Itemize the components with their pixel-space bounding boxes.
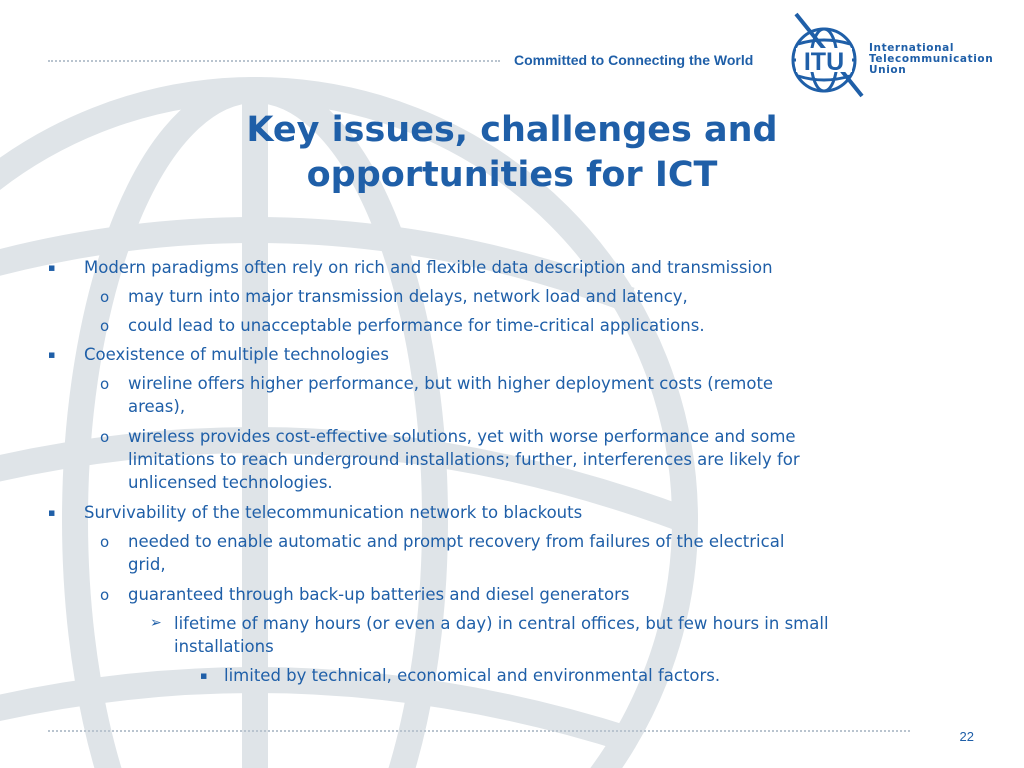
bullet-item-level-2 [100, 285, 968, 308]
square-bullet-icon: ▪ [48, 506, 56, 519]
bullet-text-line: Modern paradigms often rely on rich and flexible data description and transmission [84, 258, 773, 277]
bullet-text-line: wireless provides cost-effective solutions, yet with worse performance and some [128, 427, 796, 446]
slide-title-line: opportunities for ICT [306, 155, 718, 195]
bullet-text-line: needed to enable automatic and prompt recovery from failures of the electrical [128, 532, 785, 551]
bullet-text-line: limited by technical, economical and environmental factors. [224, 666, 721, 685]
bullet-text-line: guaranteed through back-up batteries and diesel generators [128, 585, 630, 604]
bullet-item-level-4 [200, 664, 984, 687]
bullet-item-level-1 [48, 343, 964, 366]
circle-bullet-icon: o [100, 428, 110, 446]
footer-dotted-rule [48, 730, 910, 732]
org-name-line: International [869, 42, 955, 54]
bullet-text-line: could lead to unacceptable performance for time-critical applications. [128, 316, 705, 335]
square-bullet-icon: ▪ [48, 348, 56, 361]
bullet-item-level-1 [48, 256, 964, 279]
org-name-line: Telecommunication [869, 53, 994, 65]
bullet-text-line: installations [174, 637, 274, 656]
bullet-item-level-1 [48, 501, 964, 524]
bullet-item-level-2 [100, 583, 968, 606]
circle-bullet-icon: o [100, 317, 110, 335]
bullet-text-line: may turn into major transmission delays, network load and latency, [128, 287, 688, 306]
bullet-text-line: wireline offers higher performance, but with higher deployment costs (remote [128, 374, 774, 393]
bullet-text-line: lifetime of many hours (or even a day) in central offices, but few hours in small [174, 614, 829, 633]
arrow-bullet-icon: ➢ [150, 615, 162, 631]
bullet-item-level-2 [100, 530, 968, 576]
bullet-text-line: unlicensed technologies. [128, 473, 333, 492]
itu-logo-text: ITU [803, 48, 845, 76]
circle-bullet-icon: o [100, 375, 110, 393]
org-name-line: Union [869, 64, 907, 76]
header-dotted-rule [48, 60, 500, 62]
slide-title-line: Key issues, challenges and [246, 110, 778, 150]
page-number: 22 [959, 729, 974, 744]
bullet-item-level-2 [100, 372, 968, 418]
bullet-item-level-2 [100, 425, 968, 494]
bullet-item-level-2 [100, 314, 968, 337]
circle-bullet-icon: o [100, 533, 110, 551]
square-bullet-icon: ▪ [48, 261, 56, 274]
slide-title [0, 108, 1024, 198]
bullet-text-line: limitations to reach underground installations; further, interferences are likely for [128, 450, 800, 469]
circle-bullet-icon: o [100, 586, 110, 604]
organization-name [869, 43, 993, 76]
circle-bullet-icon: o [100, 288, 110, 306]
bullet-text-line: grid, [128, 555, 166, 574]
small-square-bullet-icon: ▪ [200, 669, 208, 682]
bullet-text-line: Coexistence of multiple technologies [84, 345, 389, 364]
bullet-text-line: areas), [128, 397, 186, 416]
header-slogan: Committed to Connecting the World [514, 52, 754, 68]
bullet-text-line: Survivability of the telecommunication network to blackouts [84, 503, 583, 522]
bullet-item-level-3 [150, 612, 984, 658]
